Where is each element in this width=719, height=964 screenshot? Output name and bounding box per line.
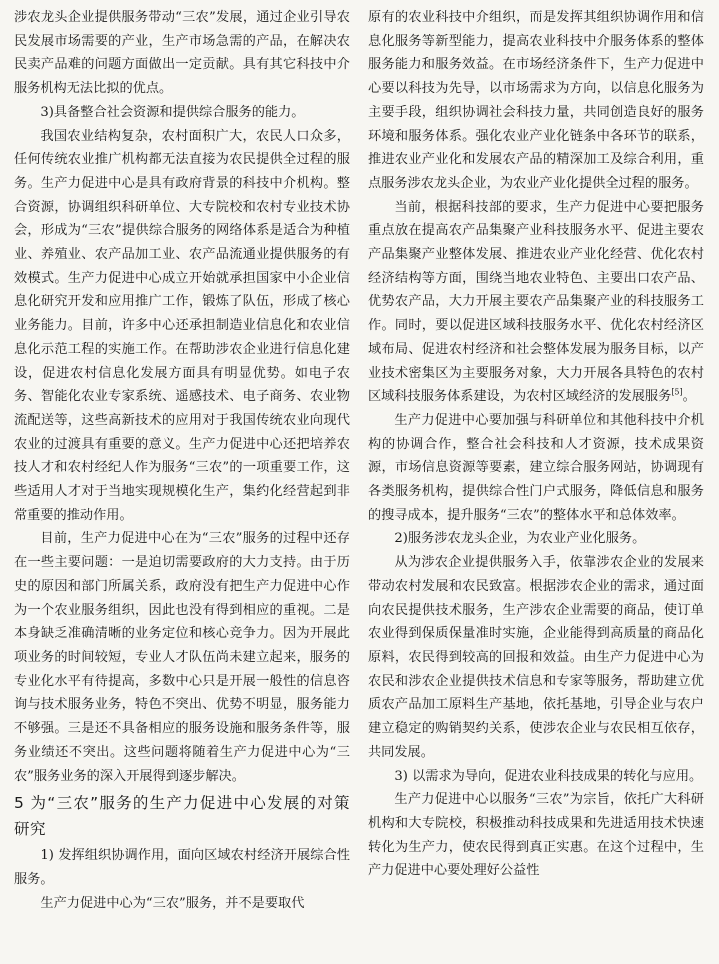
paragraph-service-focus	[368, 196, 704, 409]
service-focus-end: 。	[682, 389, 696, 405]
citation-ref: [5]	[671, 387, 683, 397]
paragraph-continuation-right: 原有的农业科技中介组织，而是发挥其组织协调作用和信息化服务等新型能力，提高农业科技中介服务体系的整体服务能力和服务效益。在市场经济条件下，生产力促进中心要以科技为先导，以市场需求为方向，以信息化服务为主要手段，组织协调社会科技力量，共同创造良好的服务环境和服务体系。强化农业产业化链条中各环节的联系，推进农业产业化和发展农产品的精深加工及综合利用，重点服务涉农龙头企业，为农业产业化提供全过程的服务。	[368, 10, 704, 191]
left-column	[14, 6, 350, 964]
right-column	[368, 6, 704, 964]
service-focus-text: 当前，根据科技部的要求，生产力促进中心要把服务重点放在提高农产品集聚产业科技服务水平、促进主要农产品集聚产业整体发展、推进农业产业化经营、优化农村经济结构等方面，围绕当地农业特色、主要出口农产品、优势农产品，大力开展主要农产品集聚产业的科技服务工作。同时，要以促进区域科技服务水平、优化农村经济区域布局、促进农村经济和社会整体发展为服务目标，以产业技术密集区为主要服务对象，大力开展各具特色的农村区域科技服务体系建设，为农村区域经济的发展服务	[368, 199, 704, 405]
paragraph-agricultural-structure: 我国农业结构复杂，农村面积广大，农民人口众多，任何传统农业推广机构都无法直接为农民提供全过程的服务。生产力促进中心是具有政府背景的科技中介机构。整合资源，协调组织科研单位、大专院校和农村专业技术协会，形成为“三农”提供综合服务的网络体系是适合为种植业、养殖业、农产品加工业、农产品流通业提供服务的有效模式。生产力促进中心成立开始就承担国家中小企业信息化研究开发和应用推广工作，锻炼了队伍，形成了核心业务能力。目前，许多中心还承担制造业信息化和农业信息化示范工程的实施工作。在帮助涉农企业进行信息化建设，促进农村信息化发展方面具有明显优势。如电子农务、智能化农业专家系统、遥感技术、电子商务、农业物流配送等，这些高新技术的应用对于我国传统农业向现代农业的过渡具有重要的意义。生产力促进中心还把培养农技人才和农村经纪人作为服务“三农”的一项重要工作，这些适用人才对于当地实现规模化生产，集约化经营起到非常重要的推动作用。	[14, 128, 350, 523]
paragraph-cooperation: 生产力促进中心要加强与科研单位和其他科技中介机构的协调合作，整合社会科技和人才资源，技术成果资源，市场信息资源等要素，建立综合服务网站，协调现有各类服务机构，提供综合性门户式服务，降低信息和服务的搜寻成本，提升服务“三农”的整体水平和总体效率。	[368, 412, 704, 523]
subheading-organize-coordinate: 1) 发挥组织协调作用，面向区域农村经济开展综合性服务。	[14, 848, 350, 887]
paragraph-enterprise-service: 从为涉农企业提供服务入手，依靠涉农企业的发展来带动农村发展和农民致富。根据涉农企业的需求，通过面向农民提供技术服务，生产涉农企业需要的商品，使订单农业得到保质保量准时实施，企业能得到高质量的商品化原料，农民得到较高的回报和效益。由生产力促进中心为农民和涉农企业提供技术信息和专家等服务，帮助建立优质农产品加工原料生产基地，依托基地，引导企业与农户建立稳定的购销契约关系，使涉农企业与农民相互依存，共同发展。	[368, 555, 704, 760]
paragraph-continuation: 涉农龙头企业提供服务带动“三农”发展，通过企业引导农民发展市场需要的产业，生产市场急需的产品，在解决农民卖产品难的问题方面做出一定贡献。具有其它科技中介服务机构无法比拟的优点。	[14, 10, 350, 97]
subheading-integration-capability: 3)具备整合社会资源和提供综合服务的能力。	[40, 104, 305, 120]
paragraph-tech-transfer: 生产力促进中心以服务“三农”为宗旨，依托广大科研机构和大专院校，积极推动科技成果和先进适用技术快速转化为生产力，使农民得到真正实惠。在这个过程中，生产力促进中心要处理好公益性	[368, 792, 704, 879]
paragraph-not-replace: 生产力促进中心为“三农”服务，并不是要取代	[40, 895, 305, 911]
paragraph-current-problems: 目前，生产力促进中心在为“三农”服务的过程中还存在一些主要问题：一是迫切需要政府的大力支持。由于历史的原因和部门所属关系，政府没有把生产力促进中心作为一个农业服务组织，因此也没有得到相应的重视。二是本身缺乏准确清晰的业务定位和核心竞争力。因为开展此项业务的时间较短，专业人才队伍尚未建立起来，服务的专业化水平有待提高，多数中心只是开展一般性的信息咨询与技术服务业务，特色不突出、优势不明显，服务能力不够强。三是还不具备相应的服务设施和服务条件等，服务业绩还不突出。这些问题将随着生产力促进中心为“三农”服务业务的深入开展得到逐步解决。	[14, 531, 350, 784]
subheading-demand-oriented: 3) 以需求为导向，促进农业科技成果的转化与应用。	[394, 768, 703, 784]
subheading-leading-enterprises: 2)服务涉农龙头企业，为农业产业化服务。	[394, 531, 646, 547]
section-heading-5: 5 为“三农”服务的生产力促进中心发展的对策研究	[14, 794, 350, 839]
